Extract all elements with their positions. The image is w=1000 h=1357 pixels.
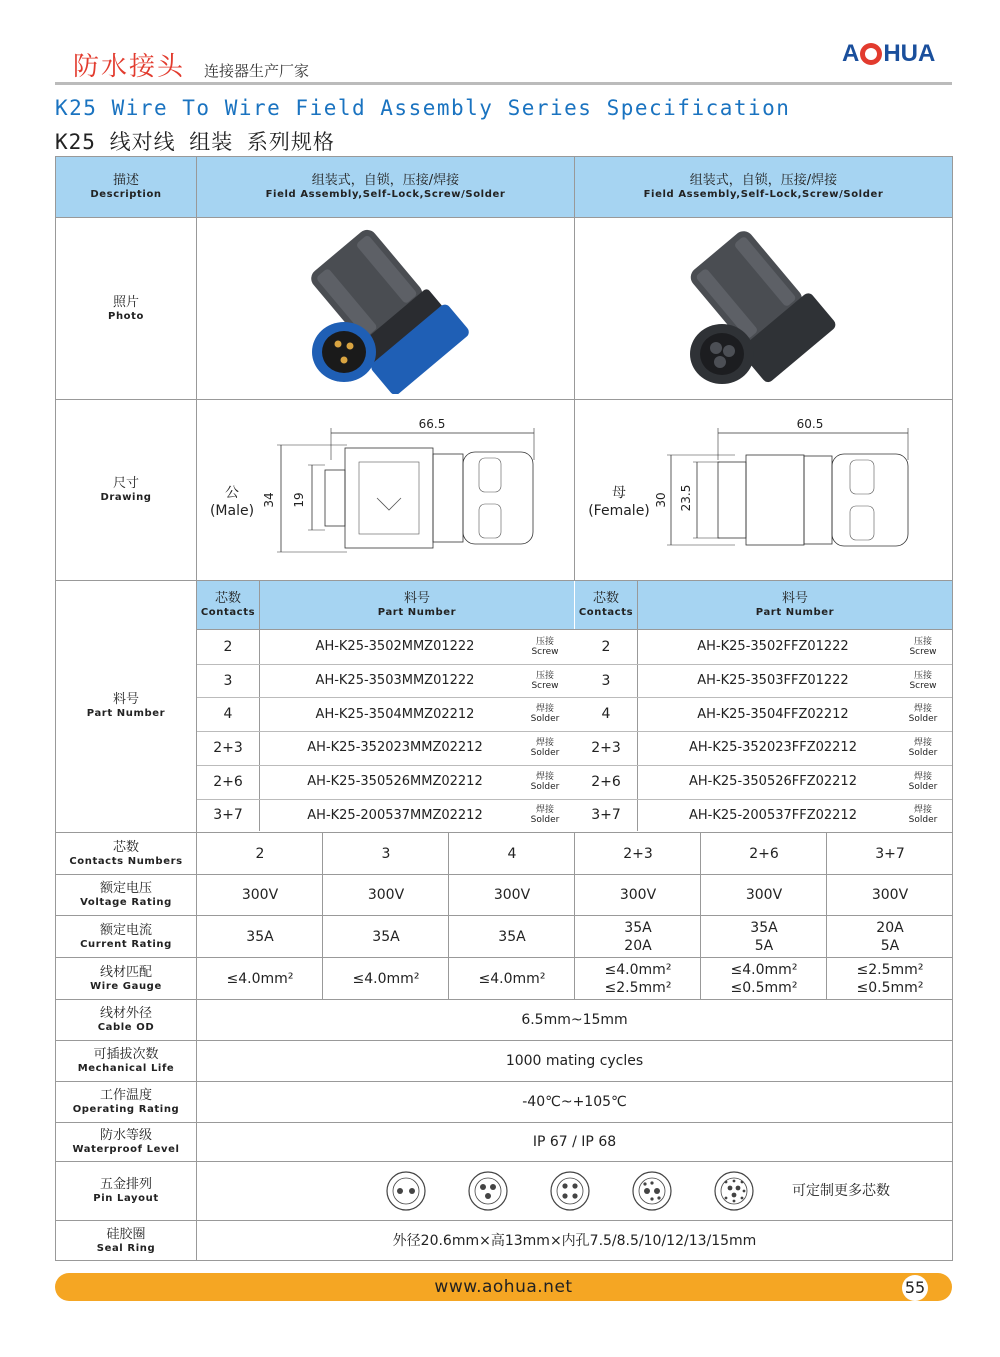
pn-contacts-header-male: 芯数 Contacts: [197, 581, 259, 629]
logo-o-icon: [860, 43, 882, 65]
contacts-value: 2+3: [623, 845, 653, 862]
voltage-value: 300V: [619, 887, 657, 903]
male-part-number: AH-K25-3504MMZ02212: [315, 706, 475, 722]
contacts-value: 3: [381, 845, 391, 862]
current-value: 35A: [372, 928, 400, 945]
female-gender-cn: 母: [612, 485, 626, 501]
male-part-number: AH-K25-200537MMZ02212: [307, 807, 483, 823]
temp-value: -40℃~+105℃: [522, 1094, 627, 1110]
temp-label: 工作温度 Operating Rating: [72, 1088, 180, 1115]
male-type: 压接 Screw: [531, 636, 559, 657]
current-value: 35A: [498, 928, 526, 945]
female-part-number: AH-K25-3503FFZ01222: [697, 673, 849, 689]
male-contacts-cell: 2: [223, 638, 233, 655]
female-connector-photo: [575, 218, 952, 399]
male-type: 焊接 Solder: [530, 771, 560, 792]
pn-number-header-female: 料号 Part Number: [638, 581, 952, 629]
male-length-dim: 66.5: [418, 417, 446, 431]
seal-ring-value: 外径20.6mm×高13mm×内孔7.5/8.5/10/12/13/15mm: [392, 1233, 757, 1249]
wire-value: ≤4.0mm² ≤0.5mm²: [730, 961, 798, 996]
photo-label: 照片 Photo: [108, 294, 144, 322]
female-part-number: AH-K25-350526FFZ02212: [689, 774, 857, 790]
drawing-label: 尺寸 Drawing: [100, 476, 152, 503]
female-type: 焊接 Solder: [908, 771, 938, 792]
male-part-number: AH-K25-3502MMZ01222: [315, 639, 475, 655]
pin-layout-note: 可定制更多芯数: [792, 1183, 890, 1199]
male-gender-en: (Male): [209, 503, 255, 519]
female-part-number: AH-K25-352023FFZ02212: [689, 740, 857, 756]
page-title-cn: K25 线对线 组装 系列规格: [55, 130, 335, 154]
contacts-value: 2+6: [749, 845, 779, 862]
male-inner-dim: 19: [292, 492, 306, 508]
header-title: 防水接头: [73, 52, 186, 82]
female-outer-dim: 30: [654, 492, 668, 508]
female-part-number: AH-K25-200537FFZ02212: [689, 807, 857, 823]
footer-bar: [55, 1273, 952, 1301]
contacts-label: 芯数 Contacts Numbers: [69, 839, 183, 867]
waterproof-label: 防水等级 Waterproof Level: [72, 1128, 180, 1155]
female-part-number: AH-K25-3504FFZ02212: [697, 706, 849, 722]
pn-number-header-male: 料号 Part Number: [260, 581, 574, 629]
wire-value: ≤4.0mm²: [226, 970, 294, 987]
seal-ring-label: 硅胶圈 Seal Ring: [96, 1227, 156, 1254]
cable_od-value: 6.5mm~15mm: [521, 1012, 628, 1028]
female-contacts-cell: 2: [601, 638, 611, 655]
female-contacts-cell: 3: [601, 672, 611, 689]
current-value: 35A 5A: [750, 919, 778, 954]
male-contacts-cell: 3: [223, 672, 233, 689]
female-type: 焊接 Solder: [908, 805, 938, 826]
male-contacts-cell: 2+3: [213, 739, 243, 756]
pin-layout-2-icon: [387, 1172, 425, 1210]
voltage-value: 300V: [871, 887, 909, 903]
wire-value: ≤4.0mm²: [352, 970, 420, 987]
female-length-dim: 60.5: [796, 417, 824, 431]
pin-layout-2plus6-icon: [633, 1172, 671, 1210]
pin-layout-3-icon: [469, 1172, 507, 1210]
wire-value: ≤4.0mm² ≤2.5mm²: [604, 961, 672, 996]
male-part-number: AH-K25-352023MMZ02212: [307, 740, 483, 756]
pn-contacts-header-female: 芯数 Contacts: [575, 581, 637, 629]
page-number: 55: [902, 1275, 928, 1301]
female-type: 焊接 Solder: [908, 704, 938, 725]
description-female: 组装式，自锁，压接/焊接 Field Assembly,Self-Lock,Screw/Solder: [575, 157, 952, 217]
wire-value: ≤2.5mm² ≤0.5mm²: [856, 961, 924, 996]
male-part-number: AH-K25-350526MMZ02212: [307, 774, 483, 790]
spec-table: [55, 156, 953, 1261]
waterproof-value: IP 67 / IP 68: [532, 1134, 617, 1150]
female-contacts-cell: 4: [601, 706, 611, 723]
voltage-value: 300V: [745, 887, 783, 903]
male-type: 焊接 Solder: [530, 704, 560, 725]
male-type: 压接 Screw: [531, 670, 559, 691]
female-contacts-cell: 2+3: [591, 739, 621, 756]
female-contacts-cell: 3+7: [591, 807, 621, 824]
female-type: 压接 Screw: [909, 670, 937, 691]
female-part-number: AH-K25-3502FFZ01222: [697, 639, 849, 655]
male-type: 焊接 Solder: [530, 737, 560, 758]
aohua-logo: A HUA: [842, 40, 936, 67]
contacts-value: 3+7: [875, 845, 905, 862]
pin-layout-label: 五金排列 Pin Layout: [93, 1177, 159, 1204]
male-outer-dim: 34: [262, 492, 276, 508]
footer-url[interactable]: www.aohua.net: [434, 1277, 573, 1297]
male-type: 焊接 Solder: [530, 805, 560, 826]
page-title-en: K25 Wire To Wire Field Assembly Series Specification: [55, 96, 791, 120]
female-gender-en: (Female): [588, 503, 650, 519]
female-contacts-cell: 2+6: [591, 773, 621, 790]
description-male: 组装式，自锁，压接/焊接 Field Assembly,Self-Lock,Screw/Solder: [197, 157, 574, 217]
voltage-label: 额定电压 Voltage Rating: [80, 881, 172, 908]
contacts-value: 4: [507, 845, 517, 862]
description-label: 描述 Description: [56, 157, 196, 217]
wire-label: 线材匹配 Wire Gauge: [90, 964, 162, 992]
male-contacts-cell: 3+7: [213, 807, 243, 824]
male-drawing: [197, 400, 574, 580]
pin-layout-3plus7-icon: [715, 1172, 753, 1210]
mech_life-label: 可插拔次数 Mechanical Life: [77, 1047, 175, 1074]
female-inner-dim: 23.5: [679, 484, 693, 512]
female-drawing: [575, 400, 952, 580]
header-divider: [55, 82, 952, 85]
current-value: 35A: [246, 928, 274, 945]
header-subtitle: 连接器生产厂家: [204, 62, 310, 80]
female-type: 焊接 Solder: [908, 737, 938, 758]
part-number-label: 料号 Part Number: [86, 692, 166, 719]
current-value: 35A 20A: [624, 919, 652, 954]
wire-value: ≤4.0mm²: [478, 970, 546, 987]
voltage-value: 300V: [367, 887, 405, 903]
male-connector-photo: [197, 218, 574, 399]
voltage-value: 300V: [493, 887, 531, 903]
pin-layout-4-icon: [551, 1172, 589, 1210]
male-gender-cn: 公: [225, 485, 239, 501]
pin-layout-diagrams: [386, 1167, 786, 1215]
contacts-value: 2: [255, 845, 265, 862]
female-type: 压接 Screw: [909, 636, 937, 657]
current-value: 20A 5A: [876, 919, 904, 954]
cable_od-label: 线材外径 Cable OD: [97, 1006, 155, 1033]
mech_life-value: 1000 mating cycles: [505, 1053, 644, 1069]
male-contacts-cell: 2+6: [213, 773, 243, 790]
current-label: 额定电流 Current Rating: [80, 922, 172, 950]
voltage-value: 300V: [241, 887, 279, 903]
male-part-number: AH-K25-3503MMZ01222: [315, 673, 475, 689]
male-contacts-cell: 4: [223, 706, 233, 723]
